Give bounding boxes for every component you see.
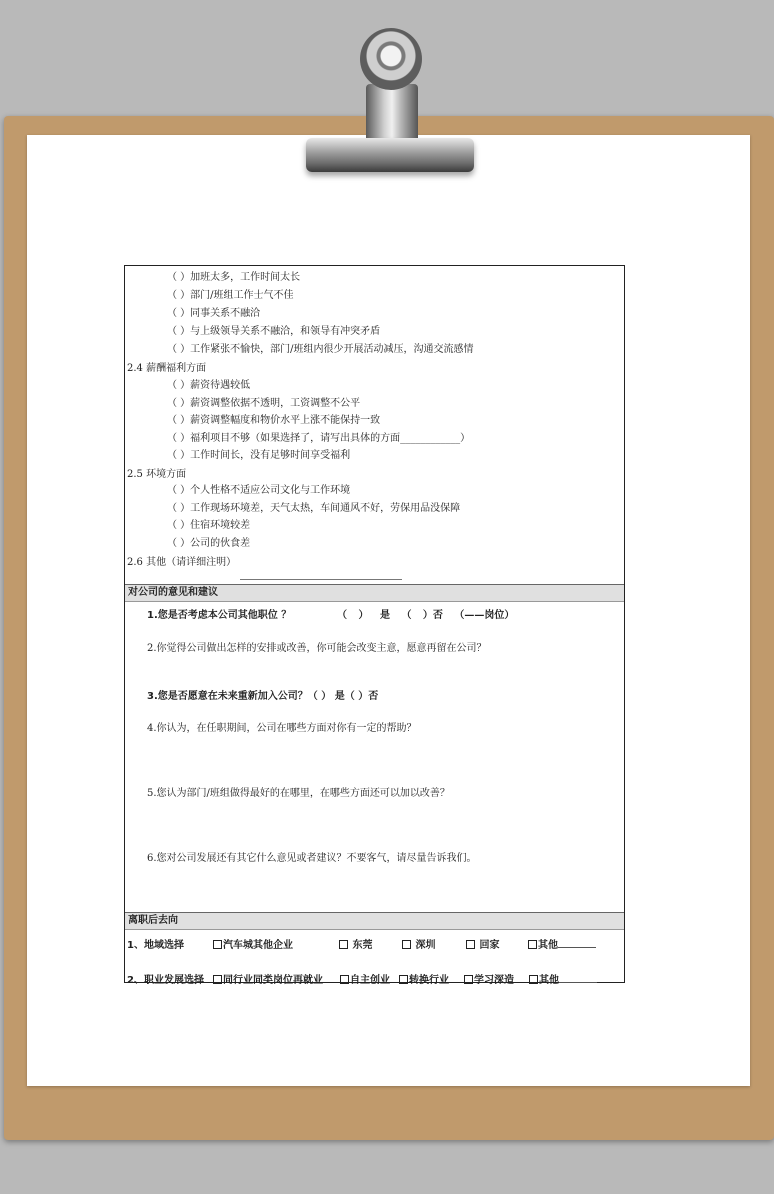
list-item[interactable]: （ ）加班太多，工作时间太长 bbox=[167, 272, 301, 283]
list-item[interactable]: （ ）工作时间长，没有足够时间享受福利 bbox=[167, 450, 351, 461]
question-1: 1.您是否考虑本公司其他职位 ？ bbox=[147, 610, 292, 621]
checkbox-icon[interactable] bbox=[340, 975, 349, 984]
career-option-startup[interactable]: 自主创业 bbox=[340, 971, 390, 986]
list-item[interactable]: （ ）公司的伙食差 bbox=[167, 538, 251, 549]
question-5: 5.您认为部门/班组做得最好的在哪里，在哪些方面还可以加以改善？ bbox=[147, 788, 450, 799]
other-reason-input-line[interactable] bbox=[240, 579, 402, 580]
region-option-dongguan[interactable]: 东莞 bbox=[339, 936, 372, 951]
checkbox-icon[interactable] bbox=[402, 940, 411, 949]
question-3[interactable]: 3.您是否愿意在未来重新加入公司？（ ） 是（ ）否 bbox=[147, 691, 379, 702]
checkbox-icon[interactable] bbox=[213, 975, 222, 984]
career-option-other[interactable]: 其他 bbox=[529, 971, 597, 986]
region-option-home[interactable]: 回家 bbox=[466, 936, 499, 951]
checkbox-icon[interactable] bbox=[339, 940, 348, 949]
question-2: 2.你觉得公司做出怎样的安排或改善，你可能会改变主意，愿意再留在公司？ bbox=[147, 643, 487, 654]
list-item[interactable]: （ ）薪资调整依据不透明，工资调整不公平 bbox=[167, 398, 361, 409]
list-item[interactable]: （ ）薪资调整幅度和物价水平上涨不能保持一致 bbox=[167, 415, 381, 426]
region-option-shenzhen[interactable]: 深圳 bbox=[402, 936, 435, 951]
list-item[interactable]: （ ）同事关系不融洽 bbox=[167, 308, 261, 319]
checkbox-icon[interactable] bbox=[464, 975, 473, 984]
list-item[interactable]: （ ）工作现场环境差，天气太热，车间通风不好，劳保用品没保障 bbox=[167, 503, 461, 514]
list-item[interactable]: （ ）工作紧张不愉快，部门/班组内很少开展活动减压，沟通交流感情 bbox=[167, 344, 474, 355]
list-item[interactable]: （ ）与上级领导关系不融洽，和领导有冲突矛盾 bbox=[167, 326, 381, 337]
list-item[interactable]: （ ）福利项目不够（如果选择了，请写出具体的方面____________） bbox=[167, 433, 471, 444]
binder-clip-ring bbox=[360, 28, 422, 90]
list-item[interactable]: （ ）个人性格不适应公司文化与工作环境 bbox=[167, 485, 351, 496]
list-item[interactable]: （ ）住宿环境较差 bbox=[167, 520, 251, 531]
checkbox-icon[interactable] bbox=[528, 940, 537, 949]
section-title-2-5: 2.5 环境方面 bbox=[127, 469, 187, 480]
question-1-options[interactable]: （ ） 是 （ ）否 （——岗位） bbox=[337, 610, 515, 621]
question-4: 4.你认为，在任职期间，公司在哪些方面对你有一定的帮助？ bbox=[147, 723, 417, 734]
binder-clip-neck bbox=[366, 84, 418, 140]
list-item[interactable]: （ ）部门/班组工作士气不佳 bbox=[167, 290, 294, 301]
region-option-other[interactable]: 其他 bbox=[528, 936, 596, 951]
checkbox-icon[interactable] bbox=[529, 975, 538, 984]
exit-survey-form bbox=[124, 265, 625, 986]
career-option-change-industry[interactable]: 转换行业 bbox=[399, 971, 449, 986]
career-label: 2、职业发展选择 bbox=[127, 975, 204, 986]
region-option-auto-city[interactable]: 汽车城其他企业 bbox=[213, 936, 293, 951]
question-6: 6.您对公司发展还有其它什么意见或者建议？不要客气，请尽量告诉我们。 bbox=[147, 853, 477, 864]
binder-clip-bar bbox=[306, 138, 474, 172]
opinions-section-header: 对公司的意见和建议 bbox=[125, 584, 624, 602]
destination-section-header: 离职后去向 bbox=[125, 912, 624, 930]
career-option-study[interactable]: 学习深造 bbox=[464, 971, 514, 986]
checkbox-icon[interactable] bbox=[466, 940, 475, 949]
career-option-same-industry[interactable]: 同行业同类岗位再就业 bbox=[213, 971, 323, 986]
section-title-2-6: 2.6 其他（请详细注明） bbox=[127, 557, 237, 568]
other-fill-line[interactable] bbox=[559, 973, 597, 983]
other-fill-line[interactable] bbox=[558, 938, 596, 948]
checkbox-icon[interactable] bbox=[213, 940, 222, 949]
list-item[interactable]: （ ）薪资待遇较低 bbox=[167, 380, 251, 391]
section-title-2-4: 2.4 薪酬福利方面 bbox=[127, 363, 207, 374]
checkbox-icon[interactable] bbox=[399, 975, 408, 984]
region-label: 1、地域选择 bbox=[127, 940, 184, 951]
